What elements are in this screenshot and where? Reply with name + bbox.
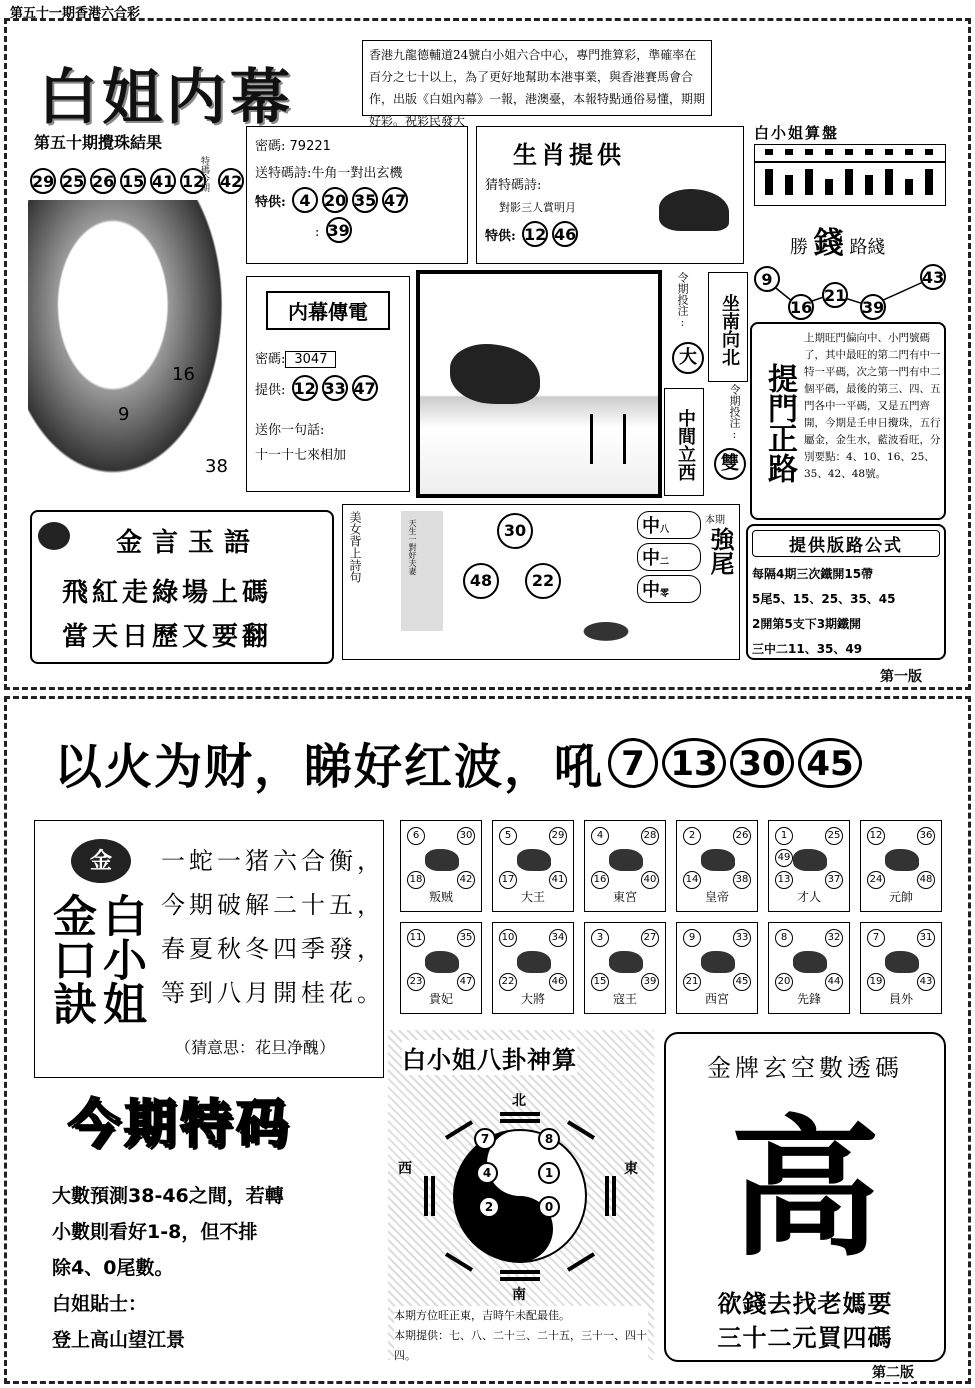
bagua-inner-2: 8 — [538, 1128, 560, 1150]
z11-n2: 32 — [825, 929, 843, 947]
zodiac-cell-9 — [584, 922, 666, 1014]
z11-n1: 8 — [775, 929, 793, 947]
z8-n4: 46 — [549, 973, 567, 991]
result-ball-3: 26 — [90, 168, 116, 194]
z7-label: 貴妃 — [428, 992, 453, 1006]
banner-numbers — [606, 738, 864, 788]
rabbit-icon — [609, 849, 643, 871]
couple-figure — [573, 599, 683, 653]
badge-1-sub: 八 — [660, 525, 670, 535]
special-note: 特碼今期 — [199, 156, 209, 192]
monkey-icon — [609, 951, 643, 973]
special-code-title: 今期特码 — [68, 1095, 293, 1155]
horse-icon — [885, 849, 919, 871]
zodiac-cell-8 — [492, 922, 574, 1014]
z3-n1: 4 — [591, 827, 609, 845]
z6-n3: 24 — [867, 871, 885, 889]
z5-n5: 37 — [825, 871, 843, 889]
z11-label: 先鋒 — [796, 992, 821, 1006]
door-text: 上期旺門偏向中、小門號碼了，其中最旺的第二門有中一特一平碼，次之第一門有中二個平碼，最後的第三、四、五門各中一平碼，又是五門齊開，今期是壬申日攪珠，五行屬金，金生水，藍波看旺，分別要點：4、10、16、25、35、42、48號。 — [804, 332, 941, 480]
last-result-numbers — [28, 168, 218, 194]
grass-figure — [590, 414, 626, 464]
z1-label: 叛贼 — [428, 890, 453, 904]
poem-line-1: 一蛇一猪六合衡， — [161, 847, 385, 875]
beauty-tag: 強尾 — [706, 527, 735, 575]
golden-words-line1: 飛紅走綠場上碼 — [62, 578, 273, 608]
z12-n4: 43 — [917, 973, 935, 991]
z8-n3: 22 — [499, 973, 517, 991]
z1-n2: 30 — [457, 827, 475, 845]
badge-2-char: 中 — [642, 548, 660, 569]
zodiac-cell-6 — [860, 820, 942, 912]
inside-call-sentence-label: 送你一句話: — [255, 423, 325, 438]
poem-text: 牛角一對出玄機 — [311, 166, 403, 181]
crane-figure — [450, 344, 540, 404]
badge-2-sub: 二 — [660, 557, 670, 567]
z4-n1: 2 — [683, 827, 701, 845]
formula-line4: 三中二11、35、49 — [752, 642, 863, 656]
money-road-ball-1: 9 — [754, 266, 780, 292]
z6-n2: 36 — [917, 827, 935, 845]
bagua-inner-5: 2 — [478, 1196, 500, 1218]
z10-n3: 21 — [683, 973, 701, 991]
goat-icon — [425, 951, 459, 973]
inside-call-ball-2: 33 — [322, 375, 348, 401]
zodiac-cell-10 — [676, 922, 758, 1014]
extra-prefix: : — [315, 225, 320, 240]
formula-line1: 每隔4期三次鐵開15帶 — [752, 567, 874, 581]
bagua-inner-4: 1 — [538, 1162, 560, 1184]
photo-number-2: 9 — [118, 404, 130, 425]
poem-line-2: 今期破解二十五， — [161, 891, 385, 919]
abacus-icon — [754, 144, 946, 206]
issue-title: 第五十一期香港六合彩 — [10, 6, 141, 21]
bagua-west: 西 — [398, 1161, 412, 1177]
z10-n1: 9 — [683, 929, 701, 947]
woman-photo — [28, 200, 240, 500]
z7-n3: 23 — [407, 973, 425, 991]
formula-title: 提供版路公式 — [752, 530, 940, 557]
inside-call-ball-1: 12 — [292, 375, 318, 401]
inside-call-pwd: 3047 — [285, 351, 336, 368]
money-road-ball-5: 43 — [920, 264, 946, 290]
dog-illustration — [659, 189, 729, 231]
z8-label: 大將 — [520, 992, 545, 1006]
direction-1: 坐南向北 — [708, 272, 748, 382]
z11-n3: 20 — [775, 973, 793, 991]
badge-3-char: 中 — [642, 580, 660, 601]
bagua-south: 南 — [512, 1287, 526, 1303]
banner-ball-2: 13 — [662, 738, 726, 788]
golden-tips-logo-right: 白小姐 — [95, 893, 146, 1025]
inside-call-title: 内幕傳電 — [266, 291, 390, 330]
z3-n3: 16 — [591, 871, 609, 889]
money-road-title — [790, 218, 885, 262]
z1-n1: 6 — [407, 827, 425, 845]
zodiac-poem-label: 猜特碼詩: — [485, 178, 542, 193]
inside-call-box — [246, 276, 410, 492]
banner-text: 以火为财，睇好红波，吼 — [54, 739, 605, 795]
z3-label: 東宮 — [612, 890, 637, 904]
z9-n1: 3 — [591, 929, 609, 947]
zodiac-special-label: 特供: — [485, 229, 516, 244]
zodiac-box — [476, 126, 744, 264]
beauty-ball-1: 30 — [497, 513, 533, 549]
bet-note-1-value: 大 — [672, 342, 704, 374]
zodiac-cell-4 — [676, 820, 758, 912]
bet-note-2-value: 雙 — [714, 448, 746, 480]
xuankong-glyph: 高 — [729, 1101, 880, 1277]
result-ball-4: 15 — [120, 168, 146, 194]
zodiac-cell-12 — [860, 922, 942, 1014]
special-line-3: 除4、0尾數。 — [52, 1257, 174, 1279]
poem-line-3: 春夏秋冬四季發， — [161, 935, 385, 963]
z1-n3: 18 — [407, 871, 425, 889]
zodiac-cell-5 — [768, 820, 850, 912]
result-ball-1: 29 — [30, 168, 56, 194]
formula-line2: 5尾5、15、25、35、45 — [752, 592, 896, 606]
photo-number-1: 16 — [172, 364, 195, 385]
zodiac-cell-11 — [768, 922, 850, 1014]
z2-n2: 29 — [549, 827, 567, 845]
golden-words-icon — [38, 522, 70, 550]
zodiac-title: 生肖提供 — [513, 140, 625, 169]
z2-n3: 17 — [499, 871, 517, 889]
bagua-inner-1: 7 — [474, 1128, 496, 1150]
zodiac-cell-2 — [492, 820, 574, 912]
money-road-mid: 錢 — [813, 226, 844, 261]
bet-note-1-label: 令期投注: — [676, 272, 689, 329]
zodiac-ball-1: 12 — [522, 221, 548, 247]
z2-label: 大王 — [520, 890, 545, 904]
z2-n1: 5 — [499, 827, 517, 845]
golden-words-box — [30, 510, 334, 664]
money-road-ball-2: 16 — [788, 294, 814, 320]
beauty-tag-top: 本期 — [705, 515, 725, 526]
xuankong-line2: 三十二元買四碼 — [717, 1324, 893, 1352]
badge-1-char: 中 — [642, 516, 660, 537]
money-road-ball-4: 39 — [860, 294, 886, 320]
snake-icon — [793, 849, 827, 871]
golden-words-title: 金言玉語 — [116, 528, 261, 558]
bagua-notes — [394, 1306, 648, 1366]
banner-ball-3: 30 — [730, 738, 794, 788]
special-line-1: 大數預測38-46之間，若轉 — [52, 1185, 284, 1207]
poem-line-4: 等到八月開桂花。 — [161, 979, 385, 1007]
z4-n3: 14 — [683, 871, 701, 889]
rat-icon — [425, 849, 459, 871]
z4-n4: 38 — [733, 871, 751, 889]
bagua-east: 東 — [624, 1161, 638, 1177]
z9-label: 寇王 — [612, 992, 637, 1006]
dog-icon — [793, 951, 827, 973]
special-ball-2: 20 — [322, 187, 348, 213]
bet-note-2-label: 令期投注: — [728, 384, 741, 441]
beauty-ball-3: 22 — [525, 563, 561, 599]
banner-ball-1: 7 — [608, 738, 658, 788]
golden-tips-logo: 金 — [71, 839, 131, 883]
z5-n4: 13 — [775, 871, 793, 889]
result-ball-7: 42 — [218, 168, 244, 194]
z4-label: 皇帝 — [704, 890, 729, 904]
special-label: 特供: — [255, 195, 286, 210]
z7-n4: 47 — [457, 973, 475, 991]
inside-call-pwd-label: 密碼: — [255, 352, 286, 367]
z7-n1: 11 — [407, 929, 425, 947]
banner-ball-4: 45 — [798, 738, 862, 788]
z9-n4: 39 — [641, 973, 659, 991]
z6-n4: 48 — [917, 871, 935, 889]
special-line-2: 小數則看好1-8，但不排 — [52, 1221, 258, 1243]
intro-box — [362, 40, 712, 128]
masthead-title: 白姐内幕 — [38, 63, 294, 133]
golden-tips-box — [34, 820, 384, 1078]
dragon-icon — [701, 849, 735, 871]
bagua-inner-6: 0 — [538, 1196, 560, 1218]
password-box — [246, 126, 468, 264]
zodiac-poem: 對影三人賞明月 — [499, 201, 576, 214]
special-line-5: 登上高山望江景 — [52, 1329, 186, 1351]
zodiac-grid — [400, 820, 952, 1020]
page2-label: 第二版 — [872, 1362, 914, 1382]
tiger-icon — [517, 951, 551, 973]
xuankong-title: 金牌玄空數透碼 — [707, 1054, 903, 1082]
page1-label: 第一版 — [880, 666, 922, 686]
special-line-4: 白姐貼士： — [52, 1293, 148, 1315]
xuankong-line1: 欲錢去找老媽要 — [717, 1290, 893, 1318]
bagua-title: 白小姐八卦神算 — [402, 1040, 577, 1075]
z5-n1: 1 — [775, 827, 793, 845]
door-title: 提門正路 — [762, 363, 797, 483]
z10-n2: 33 — [733, 929, 751, 947]
golden-words-line2: 當天日歷又要翻 — [62, 622, 273, 652]
beauty-box — [342, 504, 740, 660]
z12-n2: 31 — [917, 929, 935, 947]
zodiac-cell-1 — [400, 820, 482, 912]
last-result-label: 第五十期攪珠結果 — [34, 133, 163, 152]
beauty-verse: 天生一對好夫妻 — [408, 519, 417, 575]
door-box — [750, 322, 946, 520]
z1-n4: 42 — [457, 871, 475, 889]
ox-icon — [517, 849, 551, 871]
formula-line3: 2開第5支下3期鐵開 — [752, 617, 862, 631]
z8-n1: 10 — [499, 929, 517, 947]
z8-n2: 34 — [549, 929, 567, 947]
crane-painting — [416, 270, 662, 498]
direction-2: 中間立西 — [664, 388, 704, 496]
z12-label: 員外 — [888, 992, 913, 1006]
special-code-lines — [52, 1178, 372, 1358]
z10-label: 西宮 — [704, 992, 729, 1006]
money-road-lines — [750, 258, 950, 328]
z11-n4: 44 — [825, 973, 843, 991]
zodiac-ball-2: 46 — [552, 221, 578, 247]
z9-n3: 15 — [591, 973, 609, 991]
abacus-title: 白小姐算盤 — [754, 124, 840, 142]
z5-n3: 49 — [775, 849, 793, 867]
z12-n1: 7 — [867, 929, 885, 947]
bagua-north: 北 — [512, 1093, 526, 1109]
result-ball-5: 41 — [150, 168, 176, 194]
zodiac-cell-3 — [584, 820, 666, 912]
z3-n2: 28 — [641, 827, 659, 845]
pwd-label: 密碼: — [255, 139, 286, 154]
formula-box — [746, 524, 946, 660]
result-ball-6: 12 — [180, 168, 206, 194]
special-ball-3: 35 — [352, 187, 378, 213]
special-ball-4: 47 — [382, 187, 408, 213]
beauty-badges — [637, 511, 701, 603]
money-road-left: 勝 — [790, 237, 808, 258]
z9-n2: 27 — [641, 929, 659, 947]
z4-n2: 26 — [733, 827, 751, 845]
inside-call-sentence: 十一十七來相加 — [255, 448, 347, 463]
z10-n4: 45 — [733, 973, 751, 991]
extra-ball: 39 — [326, 217, 352, 243]
bagua-diagram — [422, 1106, 618, 1286]
bagua-inner-3: 4 — [476, 1162, 498, 1184]
z3-n4: 40 — [641, 871, 659, 889]
photo-number-3: 38 — [205, 456, 228, 477]
money-road-right: 路綫 — [849, 237, 886, 258]
zodiac-cell-7 — [400, 922, 482, 1014]
z6-n1: 12 — [867, 827, 885, 845]
bagua-box — [388, 1030, 654, 1360]
z7-n2: 35 — [457, 929, 475, 947]
golden-tips-poem — [161, 839, 385, 1015]
poem-label: 送特碼詩: — [255, 166, 312, 181]
result-ball-2: 25 — [60, 168, 86, 194]
z5-n2: 25 — [825, 827, 843, 845]
badge-3-sub: 零 — [660, 589, 670, 599]
special-ball-1: 4 — [292, 187, 318, 213]
z2-n4: 41 — [549, 871, 567, 889]
z5-label: 才人 — [796, 890, 821, 904]
xuankong-box — [664, 1032, 946, 1362]
money-road-ball-3: 21 — [822, 282, 848, 308]
inside-call-ball-3: 47 — [352, 375, 378, 401]
golden-tips-hint: （猜意思：花旦净醜） — [175, 1038, 336, 1057]
pwd-value: 79221 — [289, 139, 331, 154]
golden-tips-logo-left: 金口訣 — [45, 893, 96, 1025]
rooster-icon — [701, 951, 735, 973]
beauty-ball-2: 48 — [463, 563, 499, 599]
intro-text: 香港九龍德輔道24號白小姐六合中心，專門推算彩，準確率在百分之七十以上，為了更好地幫助本港事業，與香港賽馬會合作，出版《白姐內幕》一報，港澳臺，本報特點通俗易懂，期期好彩。祝彩民發大 — [369, 48, 706, 128]
special-code-box — [34, 1082, 374, 1351]
inside-call-supply-label: 提供: — [255, 383, 286, 398]
z12-n3: 19 — [867, 973, 885, 991]
pig-icon — [885, 951, 919, 973]
beauty-label: 美女背上詩句 — [348, 511, 362, 583]
bagua-line2: 本期提供：七、八、二十三、二十五，三十一、四十四。 — [394, 1329, 647, 1362]
z6-label: 元帥 — [888, 890, 913, 904]
bagua-line1: 本期方位旺正東，吉時午未配最佳。 — [394, 1309, 570, 1322]
